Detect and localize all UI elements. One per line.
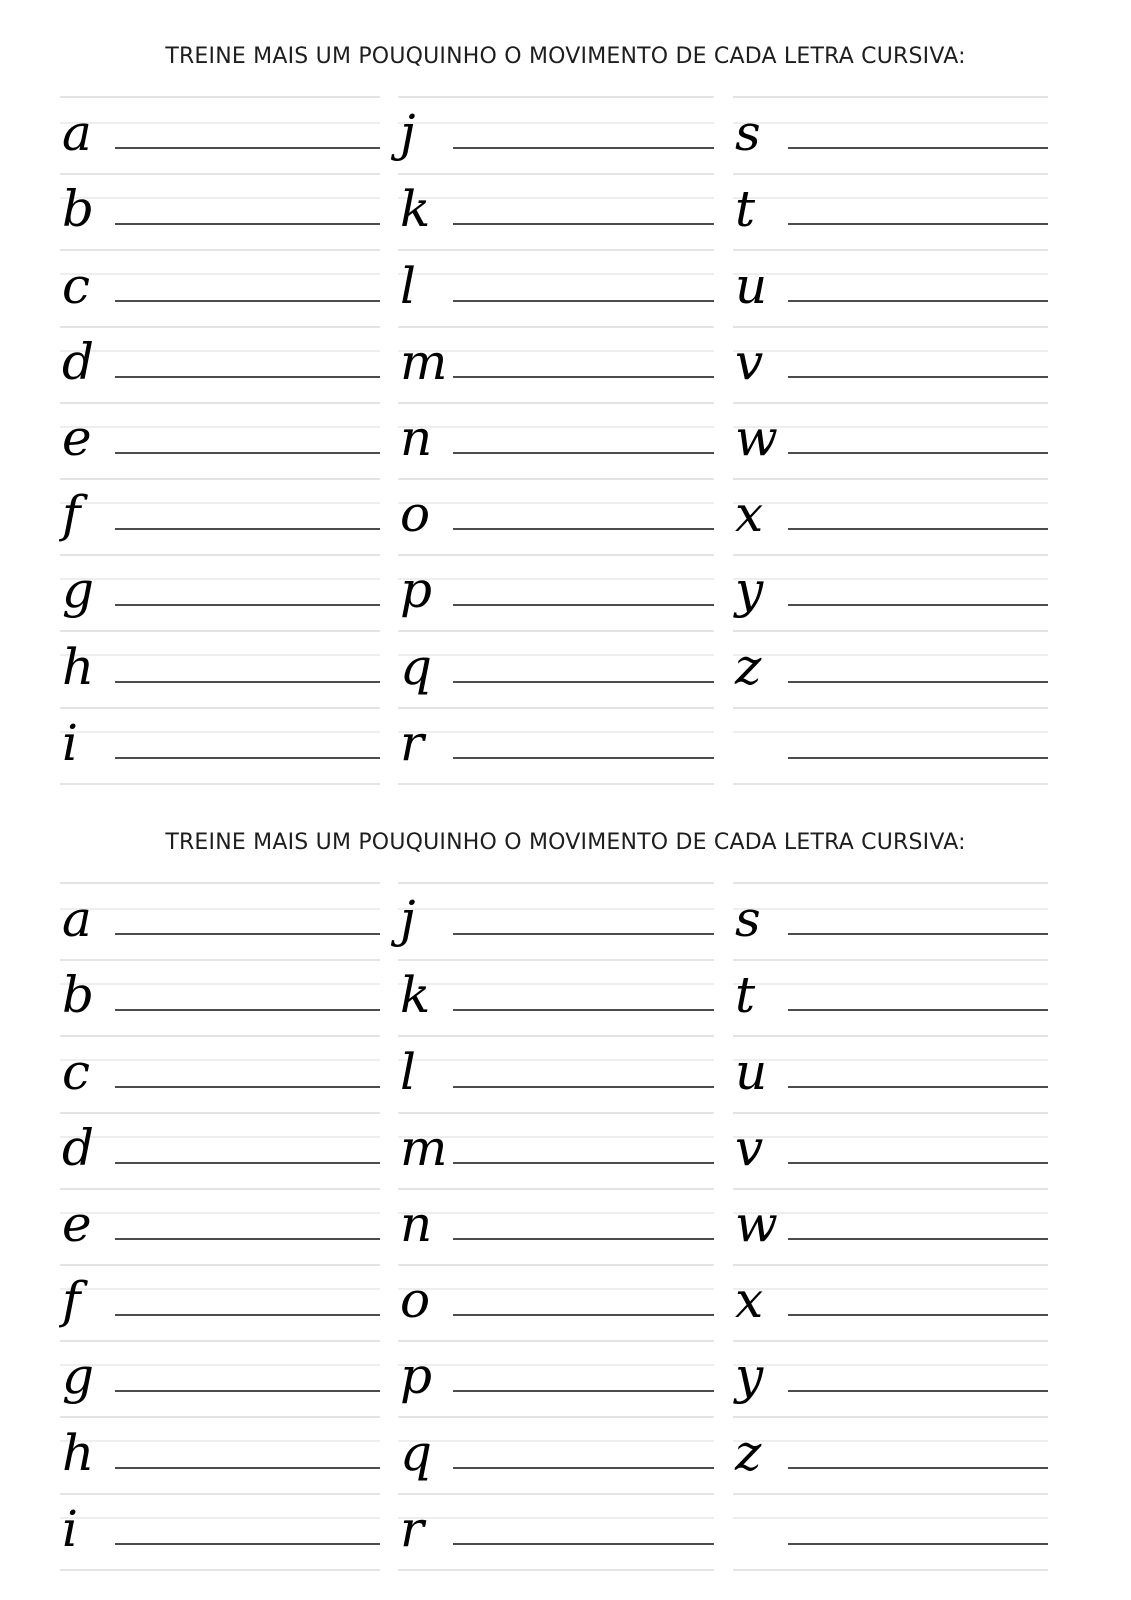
cursive-letter: e (62, 1195, 92, 1253)
cursive-letter: u (735, 1043, 768, 1101)
cursive-letter: f (62, 1271, 81, 1329)
cursive-letter: p (400, 1347, 433, 1405)
cursive-letter: i (62, 1500, 78, 1558)
cursive-letter: a (62, 104, 92, 162)
cursive-letter: s (735, 104, 761, 162)
cursive-letter: k (400, 180, 431, 238)
cursive-letter: n (400, 1195, 433, 1253)
cursive-letter: i (62, 714, 78, 772)
cursive-letter: m (400, 1119, 448, 1177)
cursive-letter: y (735, 1347, 764, 1405)
cursive-letter: j (400, 104, 416, 162)
cursive-letter: d (62, 333, 95, 391)
cursive-letter: y (735, 561, 764, 619)
cursive-letter: d (62, 1119, 95, 1177)
cursive-letter: x (735, 485, 764, 543)
cursive-letter: r (400, 1500, 424, 1558)
cursive-letter: h (62, 638, 95, 696)
handwriting-guide-lines (0, 786, 1131, 1586)
cursive-letter: w (735, 1195, 778, 1253)
cursive-letter: t (735, 966, 756, 1024)
cursive-letter: g (62, 561, 95, 619)
cursive-letter: c (62, 1043, 91, 1101)
cursive-letter: h (62, 1424, 95, 1482)
worksheet-title: TREINE MAIS UM POUQUINHO O MOVIMENTO DE CADA LETRA CURSIVA: (165, 830, 966, 855)
cursive-letter: l (400, 1043, 416, 1101)
cursive-letter: x (735, 1271, 764, 1329)
cursive-letter: p (400, 561, 433, 619)
cursive-letter: j (400, 890, 416, 948)
cursive-letter: s (735, 890, 761, 948)
worksheet-title: TREINE MAIS UM POUQUINHO O MOVIMENTO DE CADA LETRA CURSIVA: (165, 44, 966, 69)
cursive-letter: t (735, 180, 756, 238)
cursive-letter: v (735, 333, 764, 391)
cursive-letter: f (62, 485, 81, 543)
cursive-letter: m (400, 333, 448, 391)
cursive-letter: b (62, 180, 95, 238)
cursive-letter: v (735, 1119, 764, 1177)
cursive-letter: o (400, 485, 431, 543)
cursive-letter: k (400, 966, 431, 1024)
cursive-letter: b (62, 966, 95, 1024)
cursive-letter: o (400, 1271, 431, 1329)
cursive-letter: q (400, 638, 433, 696)
cursive-letter: q (400, 1424, 433, 1482)
cursive-letter: w (735, 409, 778, 467)
cursive-letter: g (62, 1347, 95, 1405)
cursive-letter: z (735, 1424, 762, 1482)
cursive-letter: u (735, 257, 768, 315)
cursive-letter: c (62, 257, 91, 315)
cursive-letter: e (62, 409, 92, 467)
cursive-letter: n (400, 409, 433, 467)
cursive-letter: z (735, 638, 762, 696)
cursive-letter: l (400, 257, 416, 315)
cursive-letter: r (400, 714, 424, 772)
cursive-letter: a (62, 890, 92, 948)
worksheet-2 (0, 786, 1131, 1586)
